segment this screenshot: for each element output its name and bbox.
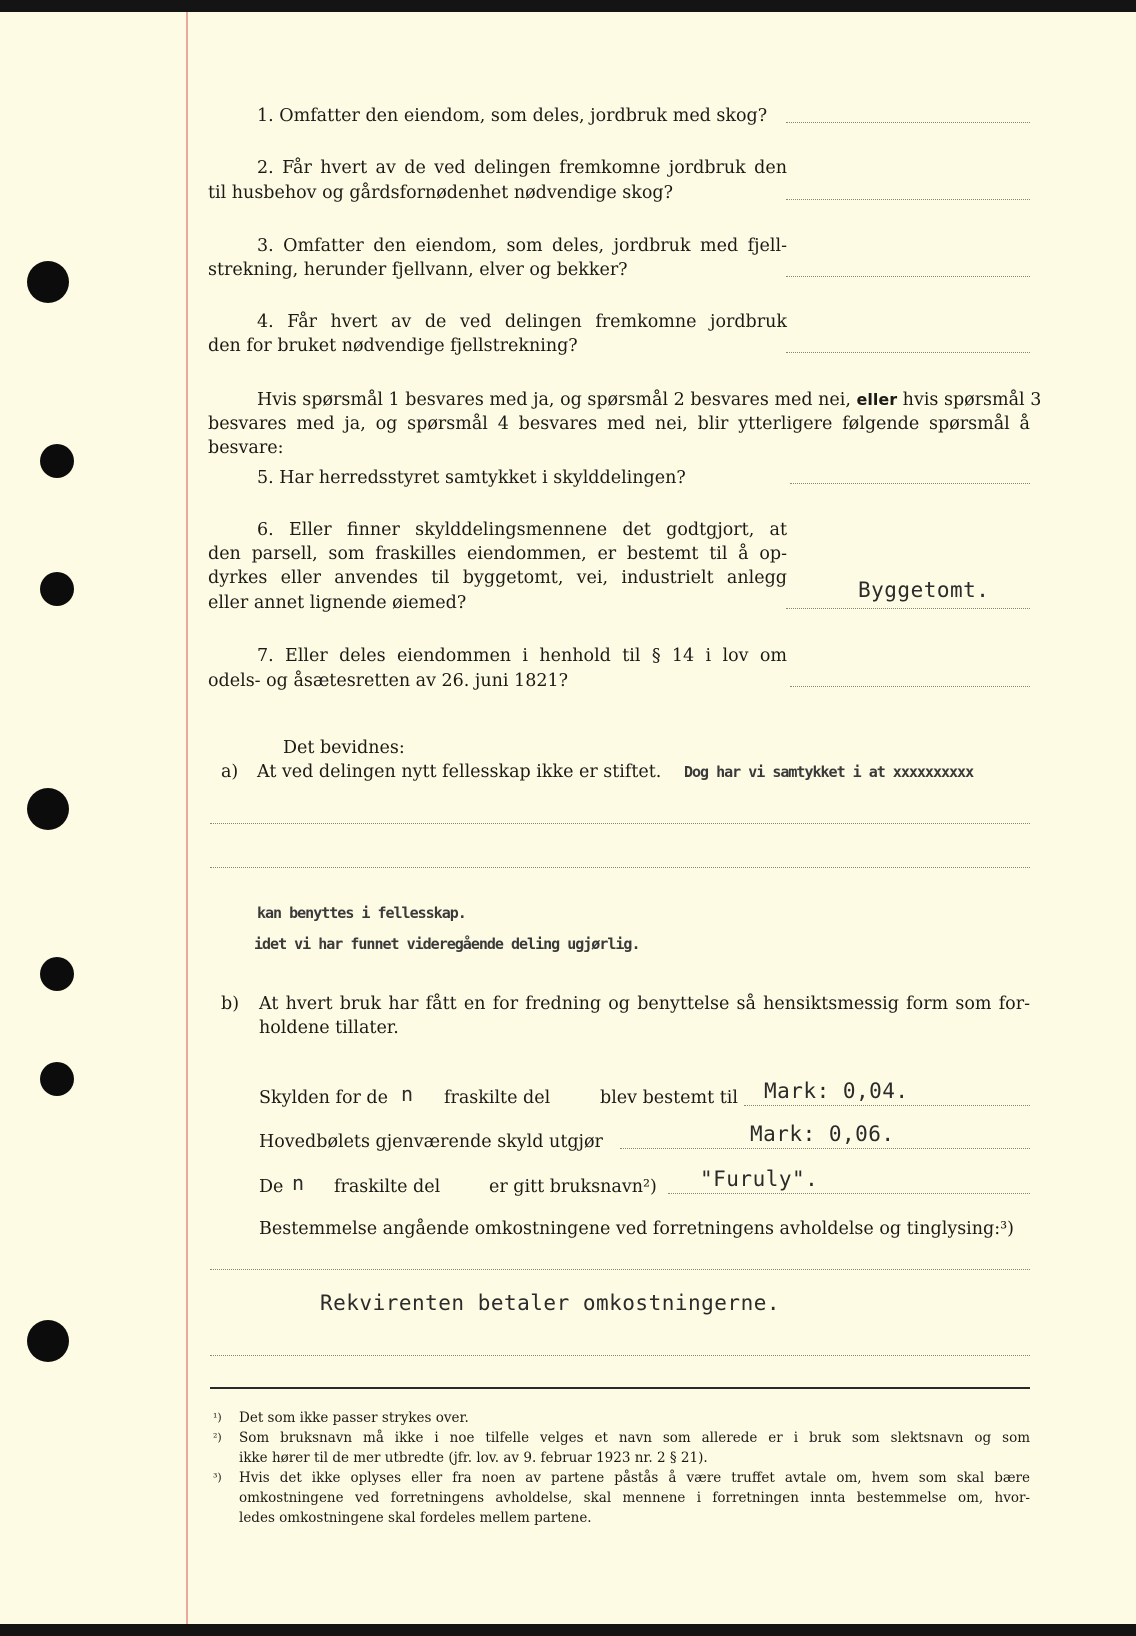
navn-line xyxy=(668,1193,1030,1194)
question-3-line-1: 3. Omfatter den eiendom, som deles, jordbruk med fjell- xyxy=(257,236,787,256)
punch-hole xyxy=(40,1062,74,1096)
footnote-3-line-1: Hvis det ikke oplyses eller fra noen av partene påstås å være truffet avtale om, hvem som skal bære xyxy=(239,1470,1030,1486)
attest-a-text: At ved delingen nytt fellesskap ikke er stiftet. xyxy=(257,762,662,782)
condition-text-b: hvis spørsmål 3 xyxy=(902,390,1042,410)
question-4-line-2: den for bruket nødvendige fjellstrekning? xyxy=(208,336,578,356)
punch-hole xyxy=(27,1320,69,1362)
footnote-2-line-1: Som bruksnavn må ikke i noe tilfelle velges et navn som allerede er i bruk som slektsnavn og som xyxy=(239,1430,1030,1446)
answer-line-5 xyxy=(790,483,1030,484)
navn-handwritten: n xyxy=(292,1171,305,1195)
struck-text-2: kan benyttes i fellesskap. xyxy=(257,904,466,922)
question-6-line-1: 6. Eller finner skylddelingsmennene det godtgjort, at xyxy=(257,520,787,540)
attest-a-label: a) xyxy=(221,762,239,782)
answer-line-7 xyxy=(790,686,1030,687)
attest-b-line-2: holdene tillater. xyxy=(259,1018,399,1038)
condition-line-1 xyxy=(257,388,1042,412)
footnote-3-line-3: ledes omkostningene skal fordeles mellem partene. xyxy=(239,1510,592,1526)
blank-line xyxy=(210,1269,1030,1270)
answer-line-1 xyxy=(786,122,1030,123)
struck-text-1: Dog har vi samtykket i at xxxxxxxxxx xyxy=(684,763,974,781)
footnote-1-text: Det som ikke passer strykes over. xyxy=(239,1410,469,1426)
attest-b-label: b) xyxy=(221,994,240,1014)
question-2-line-2: til husbehov og gårdsfornødenhet nødvendige skog? xyxy=(208,183,673,203)
footnote-rule xyxy=(210,1387,1030,1389)
skyld-prefix: Skylden for de xyxy=(259,1088,388,1108)
footnote-3-line-2: omkostningene ved forretningens avholdelse, skal mennene i forretningen innta bestemmelse om, hvor- xyxy=(239,1490,1030,1506)
answer-line-4 xyxy=(786,352,1030,353)
attest-heading: Det bevidnes: xyxy=(283,738,405,758)
question-1: 1. Omfatter den eiendom, som deles, jordbruk med skog? xyxy=(257,106,768,126)
struck-text-3: idet vi har funnet videregående deling ugjørlig. xyxy=(254,935,640,953)
footnote-3 xyxy=(213,1468,1030,1528)
question-6-line-3: dyrkes eller anvendes til byggetomt, vei, industrielt anlegg xyxy=(208,568,787,588)
punch-hole xyxy=(40,444,74,478)
blank-line xyxy=(210,1355,1030,1356)
footnote-2 xyxy=(213,1428,1030,1468)
punch-hole xyxy=(40,572,74,606)
omkostning-label: Bestemmelse angående omkostningene ved forretningens avholdelse og tinglysing:³) xyxy=(259,1219,1014,1239)
footnote-2-marker: ²) xyxy=(213,1431,222,1444)
omkostning-value: Rekvirenten betaler omkostningerne. xyxy=(320,1291,781,1315)
skyld-mid: fraskilte del xyxy=(444,1088,551,1108)
question-3-line-2: strekning, herunder fjellvann, elver og bekker? xyxy=(208,260,628,280)
condition-line-2: besvares med ja, og spørsmål 4 besvares med nei, blir ytterligere følgende spørsmål å besvare: xyxy=(208,414,1030,458)
punch-hole xyxy=(27,261,69,303)
question-7-line-1: 7. Eller deles eiendommen i henhold til § 14 i lov om xyxy=(257,646,787,666)
punch-hole xyxy=(40,957,74,991)
answer-line-6 xyxy=(786,608,1030,609)
condition-text-a: Hvis spørsmål 1 besvares med ja, og spørsmål 2 besvares med nei, xyxy=(257,390,851,410)
answer-6-typed: Byggetomt. xyxy=(858,578,990,602)
answer-line-3 xyxy=(786,276,1030,277)
skyld-handwritten: n xyxy=(401,1082,414,1106)
footnote-2-line-2: ikke hører til de mer utbredte (jfr. lov. av 9. februar 1923 nr. 2 § 21). xyxy=(239,1450,708,1466)
punch-hole xyxy=(27,788,69,830)
question-5: 5. Har herredsstyret samtykket i skylddelingen? xyxy=(257,468,686,488)
answer-line-2 xyxy=(786,199,1030,200)
navn-value: "Furuly". xyxy=(700,1167,819,1191)
margin-line xyxy=(186,12,188,1624)
footnote-1 xyxy=(213,1408,469,1428)
hoved-value: Mark: 0,06. xyxy=(750,1122,895,1146)
blank-line xyxy=(210,823,1030,824)
skyld-line xyxy=(744,1105,1030,1106)
navn-suffix: er gitt bruksnavn²) xyxy=(489,1177,657,1197)
hoved-label: Hovedbølets gjenværende skyld utgjør xyxy=(259,1132,603,1152)
document-page xyxy=(0,12,1136,1624)
question-4-line-1: 4. Får hvert av de ved delingen fremkomne jordbruk xyxy=(257,312,787,332)
hoved-line xyxy=(620,1148,1030,1149)
navn-prefix: De xyxy=(259,1177,284,1197)
skyld-value: Mark: 0,04. xyxy=(764,1079,909,1103)
footnote-3-marker: ³) xyxy=(213,1471,222,1484)
footnote-1-marker: ¹) xyxy=(213,1411,222,1424)
blank-line xyxy=(210,867,1030,868)
skyld-suffix: blev bestemt til xyxy=(600,1088,738,1108)
question-6-line-2: den parsell, som fraskilles eiendommen, er bestemt til å op- xyxy=(208,544,787,564)
question-6-line-4: eller annet lignende øiemed? xyxy=(208,593,467,613)
question-2-line-1: 2. Får hvert av de ved delingen fremkomne jordbruk den xyxy=(257,158,787,178)
condition-emphasis: eller xyxy=(856,390,898,409)
navn-mid: fraskilte del xyxy=(334,1177,441,1197)
question-7-line-2: odels- og åsætesretten av 26. juni 1821? xyxy=(208,671,568,691)
attest-b-line-1: At hvert bruk har fått en for fredning og benyttelse så hensiktsmessig form som for- xyxy=(259,994,1030,1014)
